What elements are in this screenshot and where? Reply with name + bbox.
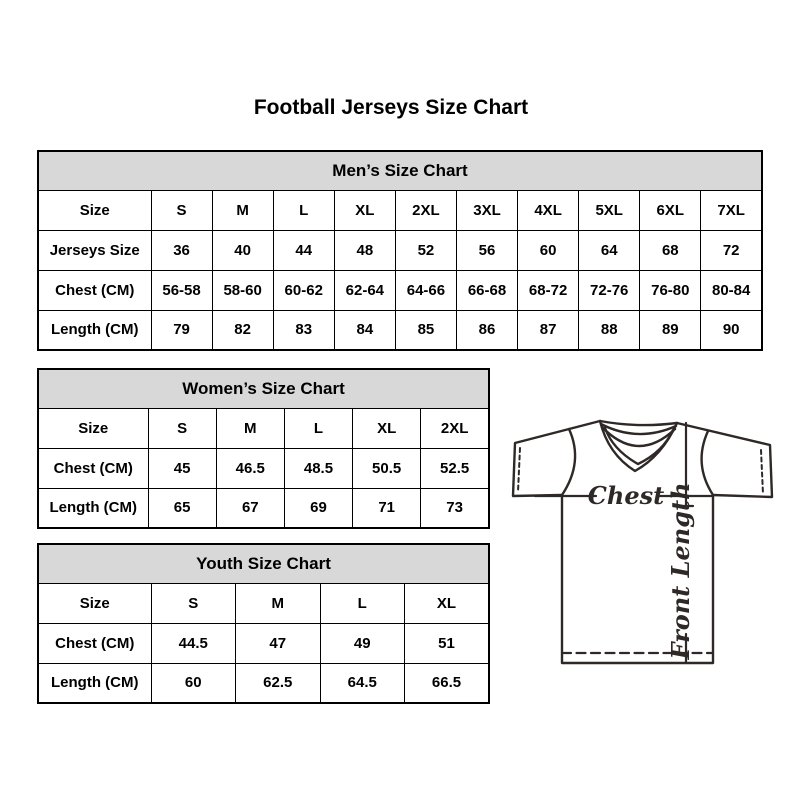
value-cell: 85 <box>395 310 456 350</box>
value-cell: 71 <box>353 488 421 528</box>
value-cell: 68 <box>640 230 701 270</box>
value-cell: L <box>273 190 334 230</box>
value-cell: 66-68 <box>456 270 517 310</box>
value-cell: 48 <box>334 230 395 270</box>
row-label-cell: Length (CM) <box>38 310 151 350</box>
value-cell: 62.5 <box>236 663 321 703</box>
value-cell: 87 <box>518 310 579 350</box>
value-cell: 73 <box>421 488 489 528</box>
chest-label: Chest <box>587 481 665 510</box>
value-cell: 64 <box>579 230 640 270</box>
value-cell: 40 <box>212 230 273 270</box>
value-cell: 90 <box>701 310 762 350</box>
value-cell: 58-60 <box>212 270 273 310</box>
value-cell: 65 <box>148 488 216 528</box>
row-label-cell: Size <box>38 190 151 230</box>
table-row <box>38 270 762 310</box>
value-cell: S <box>148 408 216 448</box>
value-cell: 82 <box>212 310 273 350</box>
jersey-measurement-diagram <box>505 412 775 672</box>
table-title: Men’s Size Chart <box>38 151 762 190</box>
row-label-cell: Chest (CM) <box>38 623 151 663</box>
value-cell: 52.5 <box>421 448 489 488</box>
right-armhole-seam <box>702 431 713 495</box>
table-title: Youth Size Chart <box>38 544 489 583</box>
value-cell: 79 <box>151 310 212 350</box>
value-cell: 3XL <box>456 190 517 230</box>
table-row <box>38 230 762 270</box>
value-cell: 84 <box>334 310 395 350</box>
table-row <box>38 623 489 663</box>
value-cell: XL <box>405 583 490 623</box>
row-label-cell: Size <box>38 583 151 623</box>
value-cell: 48.5 <box>284 448 352 488</box>
value-cell: 44 <box>273 230 334 270</box>
row-label-cell: Chest (CM) <box>38 270 151 310</box>
right-sleeve-stitch-dashed <box>761 450 763 494</box>
value-cell: 56-58 <box>151 270 212 310</box>
table-row <box>38 583 489 623</box>
value-cell: L <box>320 583 405 623</box>
value-cell: 4XL <box>518 190 579 230</box>
value-cell: 51 <box>405 623 490 663</box>
table-caption-row <box>38 369 489 408</box>
value-cell: 60 <box>151 663 236 703</box>
value-cell: 76-80 <box>640 270 701 310</box>
row-label-cell: Jerseys Size <box>38 230 151 270</box>
value-cell: 69 <box>284 488 352 528</box>
value-cell: 2XL <box>421 408 489 448</box>
value-cell: 5XL <box>579 190 640 230</box>
value-cell: 89 <box>640 310 701 350</box>
value-cell: 88 <box>579 310 640 350</box>
value-cell: 83 <box>273 310 334 350</box>
youth-size-table <box>37 543 490 704</box>
table-row <box>38 488 489 528</box>
value-cell: S <box>151 583 236 623</box>
value-cell: 86 <box>456 310 517 350</box>
table-caption-row <box>38 544 489 583</box>
row-label-cell: Chest (CM) <box>38 448 148 488</box>
womens-size-table <box>37 368 490 529</box>
value-cell: M <box>236 583 321 623</box>
value-cell: 45 <box>148 448 216 488</box>
value-cell: S <box>151 190 212 230</box>
value-cell: 49 <box>320 623 405 663</box>
table-row <box>38 190 762 230</box>
value-cell: 36 <box>151 230 212 270</box>
value-cell: M <box>216 408 284 448</box>
left-armhole-seam <box>562 429 575 495</box>
jersey-outline <box>513 421 772 663</box>
value-cell: 62-64 <box>334 270 395 310</box>
value-cell: 80-84 <box>701 270 762 310</box>
row-label-cell: Length (CM) <box>38 488 148 528</box>
value-cell: 44.5 <box>151 623 236 663</box>
value-cell: 66.5 <box>405 663 490 703</box>
table-row <box>38 408 489 448</box>
front-length-label: Front Length <box>666 482 695 660</box>
page-title: Football Jerseys Size Chart <box>253 96 529 119</box>
table-title: Women’s Size Chart <box>38 369 489 408</box>
value-cell: 46.5 <box>216 448 284 488</box>
collar-top-edge <box>600 421 677 425</box>
value-cell: 7XL <box>701 190 762 230</box>
value-cell: 67 <box>216 488 284 528</box>
table-row <box>38 448 489 488</box>
table-caption-row <box>38 151 762 190</box>
value-cell: 60 <box>518 230 579 270</box>
value-cell: 52 <box>395 230 456 270</box>
value-cell: 60-62 <box>273 270 334 310</box>
table-row <box>38 663 489 703</box>
value-cell: 64.5 <box>320 663 405 703</box>
value-cell: 56 <box>456 230 517 270</box>
value-cell: 50.5 <box>353 448 421 488</box>
value-cell: 6XL <box>640 190 701 230</box>
value-cell: 64-66 <box>395 270 456 310</box>
value-cell: 68-72 <box>518 270 579 310</box>
value-cell: XL <box>353 408 421 448</box>
value-cell: L <box>284 408 352 448</box>
value-cell: 2XL <box>395 190 456 230</box>
value-cell: M <box>212 190 273 230</box>
row-label-cell: Size <box>38 408 148 448</box>
value-cell: 72-76 <box>579 270 640 310</box>
value-cell: 72 <box>701 230 762 270</box>
row-label-cell: Length (CM) <box>38 663 151 703</box>
table-row <box>38 310 762 350</box>
value-cell: 47 <box>236 623 321 663</box>
mens-size-table <box>37 150 763 351</box>
value-cell: XL <box>334 190 395 230</box>
left-sleeve-stitch-dashed <box>518 448 520 492</box>
